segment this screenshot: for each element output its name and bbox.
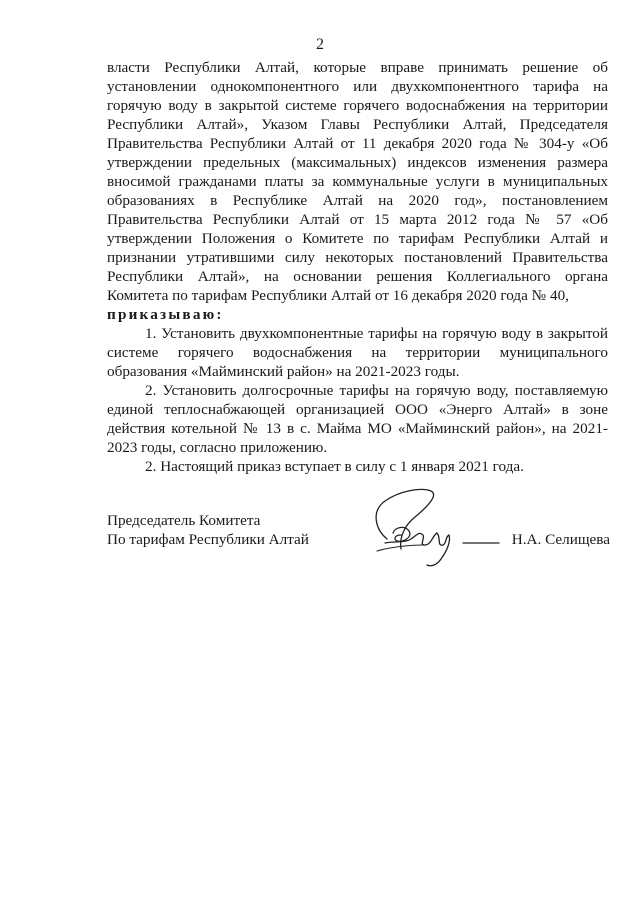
order-item-3: 2. Настоящий приказ вступает в силу с 1 января 2021 года. (145, 458, 524, 475)
handwritten-signature (365, 481, 505, 571)
page-number: 2 (316, 36, 324, 53)
document-body (107, 58, 608, 476)
order-item-1: 1. Установить двухкомпонентные тарифы на горячую воду в закрытой системе горячего водоснабжения на территории муниципального образования «Майминский район» на 2021-2023 годы. (107, 325, 608, 380)
intro-paragraph: власти Республики Алтай, которые вправе принимать решение об установлении однокомпонентного или двухкомпонентного тарифа на горячую воду в закрытой системе горячего водоснабжения на территории Республики Алтай», Указом Главы Республики Алтай, Председателя Правительства Республики Алтай от 11 декабря 2020 года № 304-у «Об утверждении предельных (максимальных) индексов изменения размера вносимой гражданами платы за коммунальные услуги в муниципальных образованиях в Республике Алтай на 2020 год», постановлением Правительства Республики Алтай от 15 марта 2012 года № 57 «Об утверждении Положения о Комитете по тарифам Республики Алтай и признании утратившими силу некоторых постановлений Правительства Республики Алтай», на основании решения Коллегиального органа Комитета по тарифам Республики Алтай от 16 декабря 2020 года № 40, (107, 59, 608, 304)
signature-block (107, 509, 612, 569)
order-word: приказываю: (107, 306, 224, 323)
signer-name: Н.А. Селищева (511, 531, 610, 548)
order-item-2: 2. Установить долгосрочные тарифы на горячую воду, поставляемую единой теплоснабжающей организацией ООО «Энерго Алтай» в зоне действия котельной № 13 в с. Майма МО «Майминский район», на 2021-2023 годы, согласно приложению. (107, 382, 608, 456)
signer-title-line-1: Председатель Комитета (107, 512, 261, 529)
signer-title-line-2: По тарифам Республики Алтай (107, 531, 309, 548)
